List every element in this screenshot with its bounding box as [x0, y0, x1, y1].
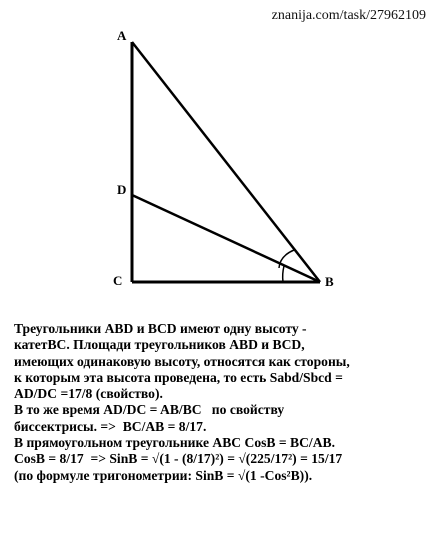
text-line: Треугольники ABD и BCD имеют одну высоту - [14, 321, 307, 336]
text-line: катетВС. Площади треугольников ABD и BCD, [14, 337, 305, 353]
angle-arc-inner [283, 266, 284, 282]
watermark: znanija.com/task/27962109 [271, 8, 426, 23]
vertex-label-D: D [117, 182, 127, 197]
text-line: (по формуле тригонометрии: SinB = √(1 -Cos²B)). [14, 467, 313, 483]
vertex-label-C: C [113, 273, 123, 288]
text-line: В то же время AD/DC = AB/BC по свойству [14, 402, 285, 418]
text-line: биссектрисы. => BC/AB = 8/17. [14, 418, 207, 434]
text-line: В прямоугольном треугольнике ABC CosB = BC/AB. [14, 435, 335, 451]
text-line: CosB = 8/17 => SinB = √(1 - (8/17)²) = √(225/17²) = 15/17 [14, 451, 343, 467]
bisector-BD [132, 195, 320, 282]
vertex-label-B: B [325, 274, 334, 289]
text-line: AD/DC =17/8 (свойство). [14, 386, 163, 402]
side-AB [132, 42, 320, 282]
solution-text [14, 321, 438, 484]
vertex-label-A: A [117, 28, 127, 43]
text-line: к которым эта высота проведена, то есть Sabd/Sbcd = [14, 369, 343, 385]
text-line: имеющих одинаковую высоту, относятся как стороны, [14, 353, 350, 369]
